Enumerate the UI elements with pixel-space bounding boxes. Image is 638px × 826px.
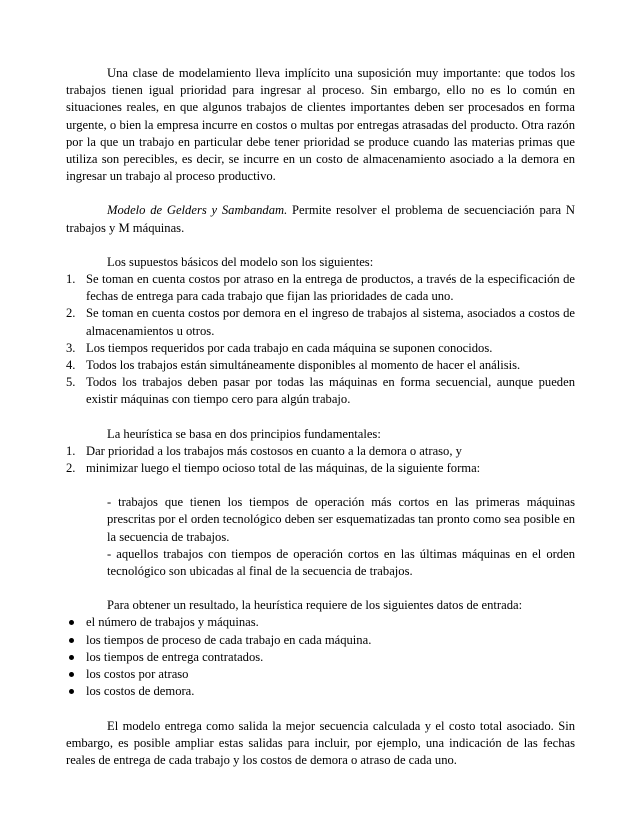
sub-point-last-machines: - aquellos trabajos con tiempos de operación cortos en las últimas máquinas en el orden tecnológico son ubicadas al final de la secuencia de trabajos. (107, 546, 575, 579)
list-item (66, 271, 575, 305)
list-item-text: Los tiempos requeridos por cada trabajo en cada máquina se suponen conocidos. (86, 340, 493, 355)
list-item-text: los costos por atraso (86, 667, 189, 682)
list-item-text: Se toman en cuenta costos por atraso en la entrega de productos, a través de la especificación de fechas de entrega para cada trabajo que fijan las prioridades de cada uno. (86, 272, 575, 304)
document-body (66, 65, 575, 769)
inputs-list (66, 614, 575, 700)
list-item (66, 649, 575, 666)
list-item-text: Todos los trabajos deben pasar por todas las máquinas en forma secuencial, aunque pueden existir máquinas con tiempo cero para algún trabajo. (86, 375, 575, 407)
list-item (66, 460, 575, 477)
list-number: 5. (66, 375, 76, 390)
bullet-icon (69, 620, 74, 625)
list-number: 1. (66, 443, 76, 458)
list-item-text: el número de trabajos y máquinas. (86, 615, 259, 630)
list-item (66, 305, 575, 339)
list-item (66, 683, 575, 700)
list-item-text: los costos de demora. (86, 684, 195, 699)
paragraph-heuristic-intro: La heurística se basa en dos principios fundamentales: (107, 426, 381, 441)
paragraph-output: El modelo entrega como salida la mejor secuencia calculada y el costo total asociado. Sin embargo, es posible ampliar estas salidas para incluir, por ejemplo, una indicación de las fechas reales de entrega de cada trabajo y los costos de demora o atraso de cada uno. (66, 718, 575, 767)
list-number: 3. (66, 340, 76, 355)
model-title: Modelo de Gelders y Sambandam. (107, 203, 288, 218)
list-item (66, 443, 575, 460)
paragraph-intro: Una clase de modelamiento lleva implícito una suposición muy importante: que todos los trabajos tienen igual prioridad para ingresar al proceso. Sin embargo, ello no es lo común en situaciones reales, en que algunos trabajos de clientes importantes deben ser procesados en forma urgente, o bien la empresa incurre en costos o multas por entregas atrasadas del producto. Otra razón por la que un trabajo en particular debe tener prioridad se produce cuando las materias primas que utiliza son perecibles, es decir, se incurre en un costo de almacenamiento asociado a la demora en ingresar un trabajo al proceso productivo. (66, 66, 575, 184)
list-item (66, 340, 575, 357)
list-item (66, 357, 575, 374)
list-item-text: Todos los trabajos están simultáneamente disponibles al momento de hacer el análisis. (86, 358, 521, 373)
list-number: 2. (66, 461, 76, 476)
paragraph-inputs-intro: Para obtener un resultado, la heurística requiere de los siguientes datos de entrada: (107, 598, 523, 613)
list-item (66, 374, 575, 408)
bullet-icon (69, 672, 74, 677)
list-item-text: los tiempos de entrega contratados. (86, 649, 264, 664)
sub-point-first-machines: - trabajos que tienen los tiempos de operación más cortos en las primeras máquinas prescritas por el orden tecnológico deben ser esquematizadas tan pronto como sea posible en la secuencia de trabajos. (107, 495, 575, 544)
principles-list (66, 443, 575, 477)
list-item (66, 632, 575, 649)
list-number: 2. (66, 306, 76, 321)
list-item-text: Dar prioridad a los trabajos más costosos en cuanto a la demora o atraso, y (86, 443, 462, 458)
list-number: 4. (66, 358, 76, 373)
paragraph-model (66, 202, 575, 236)
list-item-text: los tiempos de proceso de cada trabajo en cada máquina. (86, 632, 372, 647)
bullet-icon (69, 689, 74, 694)
list-item (66, 614, 575, 631)
list-number: 1. (66, 272, 76, 287)
assumptions-list (66, 271, 575, 409)
list-item-text: Se toman en cuenta costos por demora en el ingreso de trabajos al sistema, asociados a costos de almacenamientos u otros. (86, 306, 575, 338)
bullet-icon (69, 655, 74, 660)
bullet-icon (69, 638, 74, 643)
model-description: Permite resolver el problema de secuenciación para N trabajos y M máquinas. (66, 203, 575, 235)
paragraph-assumptions-intro: Los supuestos básicos del modelo son los siguientes: (107, 254, 374, 269)
list-item (66, 666, 575, 683)
list-item-text: minimizar luego el tiempo ocioso total de las máquinas, de la siguiente forma: (86, 461, 481, 476)
